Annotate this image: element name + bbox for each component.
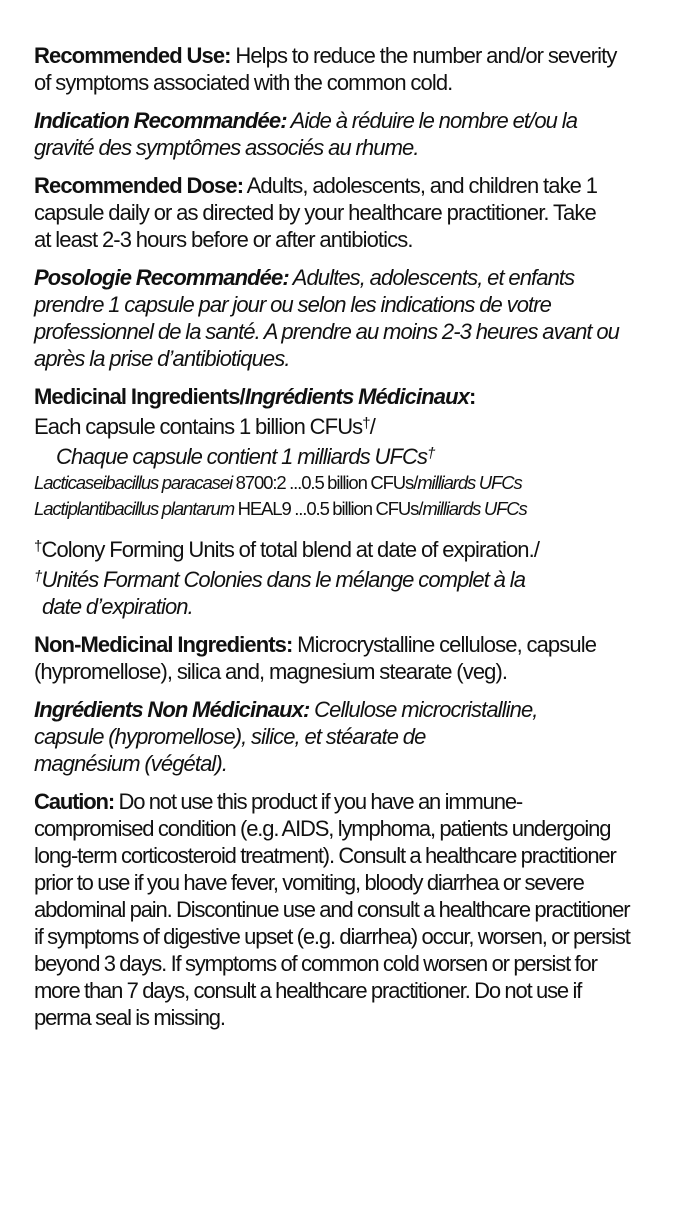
ingredient-fr-unit: milliards UFCs: [422, 498, 527, 519]
caution-label: Caution:: [34, 789, 115, 814]
indication-text: Aide à réduire le nombre et/ou la gravité des symptômes associés au rhume.: [34, 108, 578, 160]
dagger-mark: †: [362, 415, 370, 432]
ingredient-strain-amount: HEAL9 ...0.5 billion CFUs/: [237, 498, 423, 519]
non-medicinal-fr-line2: capsule (hypromellose), silice, et stéarate de: [34, 724, 426, 749]
each-capsule-suffix: /: [369, 414, 375, 439]
cfu-footnote-section: [34, 533, 658, 620]
chaque-capsule-text: Chaque capsule contient 1 milliards UFCs: [56, 444, 428, 469]
ingredient-row: [34, 470, 658, 496]
non-medicinal-label: Non-Medicinal Ingredients:: [34, 632, 293, 657]
recommended-dose-label: Recommended Dose:: [34, 173, 244, 198]
ingredient-strain-amount: 8700:2 ...0.5 billion CFUs/: [235, 472, 418, 493]
dagger-mark: †: [34, 568, 42, 585]
dagger-mark: †: [34, 538, 42, 555]
medicinal-label-fr: Ingrédients Médicinaux: [244, 384, 469, 409]
dagger-mark: †: [427, 445, 435, 462]
indication-label: Indication Recommandée:: [34, 108, 287, 133]
non-medicinal-fr-line3: magnésium (végétal).: [34, 751, 228, 776]
footnote-fr-line2: date d’expiration.: [42, 594, 193, 619]
caution-text: Do not use this product if you have an immune-compromised condition (e.g. AIDS, lymphoma, patients undergoing long-term corticosteroid treatment). Consult a healthcare practitioner prior to use if you have fever, vomiting, bloody diarrhea or severe abdominal pain. Discontinue use and consult a healthcare practitioner if symptoms of digestive upset (e.g. diarrhea) occur, worsen, or persist beyond 3 days. If symptoms of common cold worsen or persist for more than 7 days, consult a healthcare practitioner. Do not use if perma seal is missing.: [34, 789, 630, 1030]
footnote-en: Colony Forming Units of total blend at date of expiration./: [41, 537, 540, 562]
non-medicinal-fr-line1: Cellulose microcristalline,: [314, 697, 538, 722]
posologie-section: [34, 264, 658, 372]
recommended-use-label: Recommended Use:: [34, 43, 231, 68]
recommended-use-text: Helps to reduce the number and/or severity of symptoms associated with the common cold.: [34, 43, 617, 95]
recommended-use-section: [34, 42, 658, 96]
posologie-text: Adultes, adolescents, et enfants prendre 1 capsule par jour ou selon les indications de votre professionnel de la santé. A prendre au moins 2-3 heures avant ou après la prise d’antibiotiques.: [34, 265, 620, 371]
ingredient-row: [34, 496, 658, 522]
medicinal-label-en: Medicinal Ingredients/: [34, 384, 245, 409]
medicinal-label-colon: :: [468, 384, 476, 409]
non-medicinal-fr-label: Ingrédients Non Médicinaux:: [34, 697, 310, 722]
ingredient-species: Lactiplantibacillus plantarum: [34, 498, 235, 519]
ingredient-fr-unit: milliards UFCs: [417, 472, 522, 493]
posologie-label: Posologie Recommandée:: [34, 265, 289, 290]
ingredient-species: Lacticaseibacillus paracasei: [34, 472, 233, 493]
indication-section: [34, 107, 658, 161]
non-medicinal-fr-section: [34, 696, 658, 777]
non-medicinal-section: [34, 631, 658, 685]
non-medicinal-text: Microcrystalline cellulose, capsule (hypromellose), silica and, magnesium stearate (veg).: [34, 632, 597, 684]
caution-section: [34, 788, 658, 1031]
recommended-dose-text: Adults, adolescents, and children take 1 capsule daily or as directed by your healthcare practitioner. Take at least 2-3 hours before or after antibiotics.: [34, 173, 598, 252]
footnote-fr-line1: Unités Formant Colonies dans le mélange complet à la: [41, 567, 526, 592]
recommended-dose-section: [34, 172, 658, 253]
each-capsule-text: Each capsule contains 1 billion CFUs: [34, 414, 363, 439]
medicinal-ingredients-section: [34, 383, 658, 522]
